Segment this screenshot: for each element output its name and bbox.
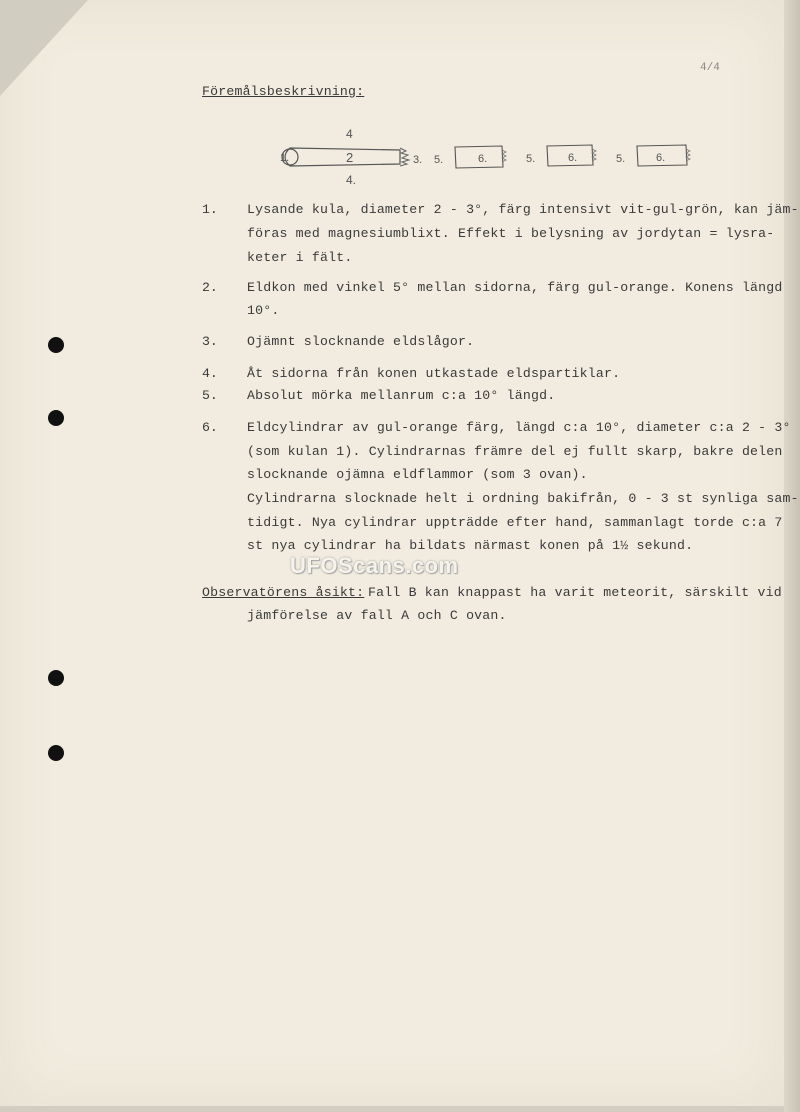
- item-line: tidigt. Nya cylindrar uppträdde efter hand, sammanlagt torde c:a 7: [247, 515, 783, 530]
- opinion-text: Fall B kan knappast ha varit meteorit, särskilt vid: [368, 585, 782, 600]
- item-line: st nya cylindrar ha bildats närmast konen på 1½ sekund.: [247, 538, 694, 553]
- label-cyl-1: 6.: [478, 153, 488, 165]
- corner-mark: 4/4: [700, 62, 720, 74]
- punch-hole: [48, 745, 64, 761]
- item-line: slocknande ojämna eldflammor (som 3 ovan).: [247, 467, 588, 482]
- label-ball: 1.: [280, 152, 290, 164]
- opinion-text: jämförelse av fall A och C ovan.: [247, 608, 507, 623]
- watermark: UFOScans.com: [290, 553, 459, 578]
- item-line: Eldcylindrar av gul-orange färg, längd c:a 10°, diameter c:a 2 - 3°: [247, 420, 791, 435]
- item-line: Eldkon med vinkel 5° mellan sidorna, färg gul-orange. Konens längd: [247, 280, 783, 295]
- label-cone: 2: [346, 150, 354, 165]
- label-cyl-3: 6.: [656, 152, 666, 164]
- label-gap-1: 5.: [434, 154, 444, 166]
- punch-hole: [48, 337, 64, 353]
- item-line: 10°.: [247, 303, 280, 318]
- item-line: föras med magnesiumblixt. Effekt i belysning av jordytan = lysra-: [247, 226, 775, 241]
- opinion-label: Observatörens åsikt:: [202, 585, 365, 600]
- item-number: 6.: [202, 420, 218, 435]
- label-gap-3: 5.: [616, 153, 626, 165]
- item-line: keter i fält.: [247, 250, 353, 265]
- item-line: Lysande kula, diameter 2 - 3°, färg intensivt vit-gul-grön, kan jäm-: [247, 202, 799, 217]
- label-cyl-2: 6.: [568, 152, 578, 164]
- item-line: (som kulan 1). Cylindrarnas främre del ej fullt skarp, bakre delen: [247, 444, 783, 459]
- item-number: 4.: [202, 366, 218, 381]
- item-number: 3.: [202, 334, 218, 349]
- item-line: Åt sidorna från konen utkastade eldspartiklar.: [247, 366, 621, 381]
- label-flames: 3.: [413, 154, 423, 166]
- heading: Föremålsbeskrivning:: [202, 84, 365, 99]
- punch-hole: [48, 410, 64, 426]
- label-bottom: 4.: [346, 173, 357, 187]
- item-line: Absolut mörka mellanrum c:a 10° längd.: [247, 388, 556, 403]
- item-number: 2.: [202, 280, 218, 295]
- page-edge: [784, 0, 800, 1112]
- item-line: Cylindrarna slocknade helt i ordning bakifrån, 0 - 3 st synliga sam-: [247, 491, 799, 506]
- item-line: Ojämnt slocknande eldslågor.: [247, 334, 475, 349]
- item-number: 5.: [202, 388, 218, 403]
- label-top: 4: [346, 127, 353, 141]
- item-number: 1.: [202, 202, 218, 217]
- punch-hole: [48, 670, 64, 686]
- label-gap-2: 5.: [526, 153, 536, 165]
- object-diagram: [270, 120, 710, 190]
